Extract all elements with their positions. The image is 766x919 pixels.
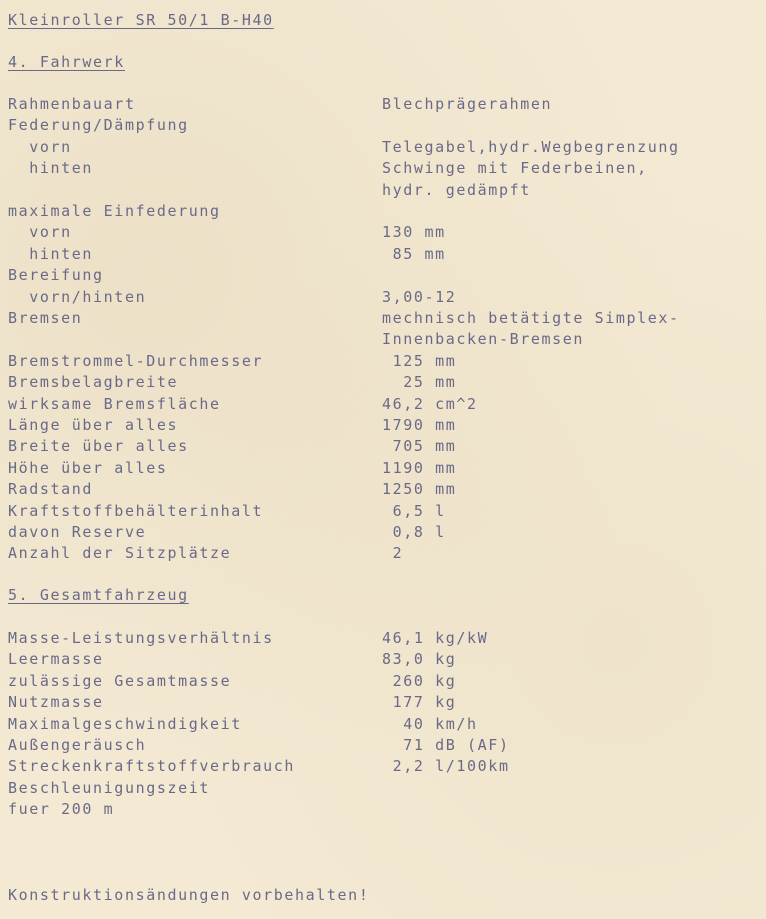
spec-label: Außengeräusch: [8, 736, 147, 754]
spec-label: Nutzmasse: [8, 693, 104, 712]
spec-value: Telegabel,hydr.Wegbegrenzung: [382, 137, 680, 156]
spec-value: 1190 mm: [382, 458, 457, 477]
spec-label: vorn: [8, 137, 72, 156]
spec-value: 71 dB (AF): [382, 736, 510, 754]
spec-value: Schwinge mit Federbeinen,: [382, 159, 648, 178]
spec-label: davon Reserve: [8, 523, 147, 541]
spec-label: wirksame Bremsfläche: [8, 394, 221, 413]
spec-value: 2,2 l/100km: [382, 757, 510, 776]
spec-value: 130 mm: [382, 223, 446, 242]
spec-label: Länge über alles: [8, 416, 179, 434]
spec-label: Leermasse: [8, 650, 104, 669]
spec-value: 25 mm: [382, 373, 457, 392]
spec-label: zulässige Gesamtmasse: [8, 671, 232, 690]
spec-label: vorn/hinten: [8, 287, 147, 306]
footer-note: Konstruktionsändungen vorbehalten!: [8, 886, 370, 904]
spec-label: Breite über alles: [8, 437, 189, 456]
spec-value: 40 km/h: [382, 714, 478, 733]
spec-label: Höhe über alles: [8, 458, 168, 477]
spec-value: Blechprägerahmen: [382, 95, 553, 113]
spec-value: 0,8 l: [382, 523, 446, 541]
spec-label: vorn: [8, 223, 72, 242]
spec-label: Bremsbelagbreite: [8, 373, 179, 392]
spec-label: Bremsen: [8, 309, 83, 327]
spec-value: 3,00-12: [382, 287, 457, 306]
spec-value: 705 mm: [382, 437, 457, 456]
spec-label: Bereifung: [8, 266, 104, 285]
spec-label: Masse-Leistungsverhältnis: [8, 629, 274, 647]
spec-value: 6,5 l: [382, 501, 446, 520]
spec-label: Radstand: [8, 480, 94, 499]
spec-label: hinten: [8, 244, 94, 263]
spec-value: 85 mm: [382, 244, 446, 263]
spec-label: maximale Einfederung: [8, 202, 221, 220]
spec-value: 1790 mm: [382, 416, 457, 434]
spec-label: Maximalgeschwindigkeit: [8, 714, 242, 733]
spec-label: Bremstrommel-Durchmesser: [8, 351, 264, 370]
spec-value: hydr. gedämpft: [382, 180, 531, 199]
document-title: Kleinroller SR 50/1 B-H40: [8, 11, 274, 29]
spec-value: 46,2 cm^2: [382, 394, 478, 413]
section-4-heading: 4. Fahrwerk: [8, 53, 125, 71]
spec-label: Beschleunigungszeit: [8, 778, 210, 797]
spec-value: 260 kg: [382, 671, 457, 690]
spec-value: Innenbacken-Bremsen: [382, 330, 584, 349]
spec-label: Anzahl der Sitzplätze: [8, 544, 232, 563]
section-5-heading: 5. Gesamtfahrzeug: [8, 586, 189, 604]
spec-label: Federung/Dämpfung: [8, 116, 189, 135]
spec-value: mechnisch betätigte Simplex-: [382, 309, 680, 327]
spec-value: 177 kg: [382, 693, 457, 712]
spec-label: Rahmenbauart: [8, 95, 136, 113]
spec-value: 1250 mm: [382, 480, 457, 499]
spec-value: 46,1 kg/kW: [382, 629, 489, 647]
spec-label: hinten: [8, 159, 94, 178]
spec-label: Kraftstoffbehälterinhalt: [8, 501, 264, 520]
spec-value: 83,0 kg: [382, 650, 457, 669]
spec-value: 2: [382, 544, 404, 563]
spec-label: fuer 200 m: [8, 800, 115, 819]
spec-value: 125 mm: [382, 351, 457, 370]
spec-label: Streckenkraftstoffverbrauch: [8, 757, 296, 776]
